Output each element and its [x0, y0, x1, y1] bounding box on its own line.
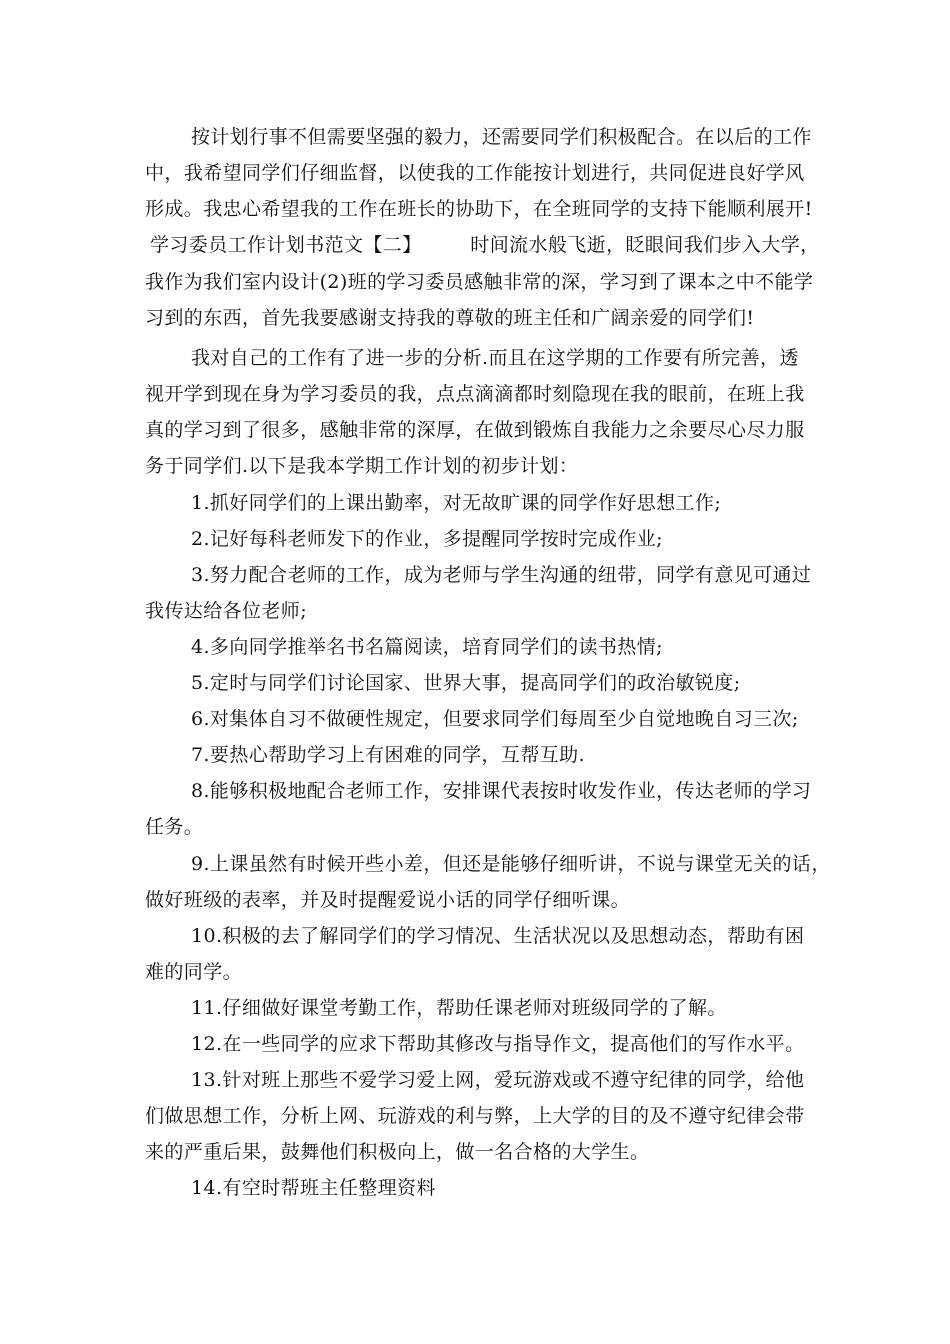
text-line: 学习委员工作计划书范文【二】 时间流水般飞逝，眨眼间我们步入大学，	[150, 234, 820, 256]
list-item: 11.仔细做好课堂考勤工作，帮助任课老师对班级同学的了解。	[191, 997, 727, 1019]
list-item: 4.多向同学推举名书名篇阅读，培育同学们的读书热情;	[191, 636, 663, 658]
list-item: 3.努力配合老师的工作，成为老师与学生沟通的纽带，同学有意见可通过	[191, 564, 812, 586]
list-item: 2.记好每科老师发下的作业，多提醒同学按时完成作业;	[191, 528, 663, 550]
list-item: 9.上课虽然有时候开些小差，但还是能够仔细听讲，不说与课堂无关的话，	[191, 853, 831, 875]
text-line: 形成。我忠心希望我的工作在班长的协助下，在全班同学的支持下能顺利展开!	[145, 198, 813, 220]
text-line: 习到的东西，首先我要感谢支持我的尊敬的班主任和广阔亲爱的同学们!	[145, 307, 755, 329]
text-line: 按计划行事不但需要坚强的毅力，还需要同学们积极配合。在以后的工作	[191, 126, 812, 148]
text-line: 我对自己的工作有了进一步的分析.而且在这学期的工作要有所完善，透	[191, 347, 799, 369]
text-line: 做好班级的表率，并及时提醒爱说小话的同学仔细听课。	[145, 889, 631, 911]
text-line: 我作为我们室内设计(2)班的学习委员感触非常的深，学习到了课本之中不能学	[145, 271, 814, 293]
list-item: 13.针对班上那些不爱学习爱上网，爱玩游戏或不遵守纪律的同学，给他	[191, 1069, 805, 1091]
text-line: 来的严重后果，鼓舞他们积极向上，做一名合格的大学生。	[145, 1141, 650, 1163]
text-line: 们做思想工作，分析上网、玩游戏的利与弊，上大学的目的及不遵守纪律会带	[145, 1105, 805, 1127]
text-line: 中，我希望同学们仔细监督，以使我的工作能按计划进行，共同促进良好学风	[145, 162, 805, 184]
text-line: 视开学到现在身为学习委员的我，点点滴滴都时刻隐现在我的眼前，在班上我	[145, 383, 805, 405]
text-line: 务于同学们.以下是我本学期工作计划的初步计划：	[145, 455, 579, 477]
text-line: 真的学习到了很多，感触非常的深厚，在做到锻炼自我能力之余要尽心尽力服	[145, 419, 805, 441]
text-line: 我传达给各位老师;	[145, 600, 308, 622]
list-item: 8.能够积极地配合老师工作，安排课代表按时收发作业，传达老师的学习	[191, 780, 812, 802]
text-line: 难的同学。	[145, 961, 243, 983]
list-item: 6.对集体自习不做硬性规定，但要求同学们每周至少自觉地晚自习三次;	[191, 708, 799, 730]
list-item: 1.抓好同学们的上课出勤率，对无故旷课的同学作好思想工作;	[191, 492, 722, 514]
list-item: 7.要热心帮助学习上有困难的同学，互帮互助.	[191, 744, 585, 766]
text-line: 任务。	[145, 816, 204, 838]
list-item: 14.有空时帮班主任整理资料	[191, 1177, 436, 1199]
list-item: 12.在一些同学的应求下帮助其修改与指导作文，提高他们的写作水平。	[191, 1033, 805, 1055]
list-item: 5.定时与同学们讨论国家、世界大事，提高同学们的政治敏锐度;	[191, 672, 741, 694]
list-item: 10.积极的去了解同学们的学习情况、生活状况以及思想动态，帮助有困	[191, 925, 805, 947]
